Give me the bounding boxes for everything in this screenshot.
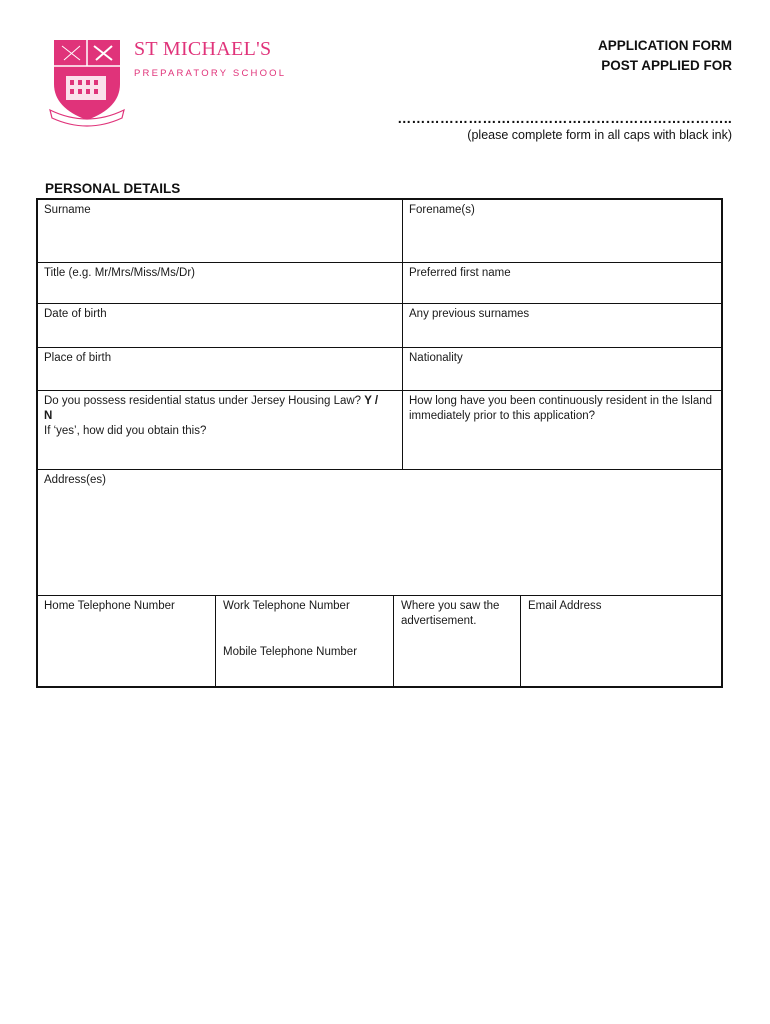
title-field[interactable] bbox=[38, 263, 402, 303]
resident-duration-field[interactable] bbox=[403, 391, 721, 469]
surname-label: Surname bbox=[44, 204, 91, 216]
residential-status-field[interactable] bbox=[38, 391, 402, 469]
school-name: ST MICHAEL'S bbox=[134, 38, 272, 60]
school-subtitle: PREPARATORY SCHOOL bbox=[134, 68, 287, 79]
previous-surnames-label: Any previous surnames bbox=[409, 308, 530, 320]
forenames-label: Forename(s) bbox=[409, 204, 475, 216]
form-header bbox=[598, 36, 732, 76]
email-label: Email Address bbox=[528, 600, 602, 612]
home-telephone-label: Home Telephone Number bbox=[44, 600, 175, 612]
nationality-label: Nationality bbox=[409, 352, 463, 364]
previous-surnames-field[interactable] bbox=[403, 304, 721, 347]
email-field[interactable] bbox=[521, 596, 721, 686]
advert-source-label: Where you saw the advertisement. bbox=[401, 600, 500, 627]
work-telephone-label: Work Telephone Number bbox=[223, 600, 350, 612]
school-crest-icon bbox=[48, 36, 128, 128]
addresses-label: Address(es) bbox=[44, 474, 106, 486]
advert-source-field[interactable] bbox=[394, 596, 520, 686]
residential-status-label bbox=[44, 394, 384, 439]
title-label: Title (e.g. Mr/Mrs/Miss/Ms/Dr) bbox=[44, 267, 195, 279]
resident-duration-label: How long have you been continuously resident in the Island immediately prior to this application? bbox=[409, 395, 713, 422]
school-logo bbox=[48, 36, 288, 131]
residential-followup: If ‘yes’, how did you obtain this? bbox=[44, 425, 207, 437]
form-title: APPLICATION FORM bbox=[598, 38, 732, 53]
section-title: PERSONAL DETAILS bbox=[45, 181, 181, 196]
mobile-telephone-label: Mobile Telephone Number bbox=[223, 646, 358, 658]
work-mobile-telephone-field[interactable] bbox=[216, 596, 393, 686]
place-of-birth-field[interactable] bbox=[38, 348, 402, 390]
surname-field[interactable] bbox=[38, 200, 402, 262]
post-applied-for-label: POST APPLIED FOR bbox=[601, 58, 732, 73]
place-of-birth-label: Place of birth bbox=[44, 352, 112, 364]
preferred-first-name-field[interactable] bbox=[403, 263, 721, 303]
form-instruction: (please complete form in all caps with black ink) bbox=[467, 128, 732, 142]
home-telephone-field[interactable] bbox=[38, 596, 215, 686]
forenames-field[interactable] bbox=[403, 200, 721, 262]
date-of-birth-field[interactable] bbox=[38, 304, 402, 347]
nationality-field[interactable] bbox=[403, 348, 721, 390]
preferred-first-name-label: Preferred first name bbox=[409, 267, 511, 279]
yes-no-option[interactable]: Y / N bbox=[44, 395, 379, 422]
residential-question: Do you possess residential status under Jersey Housing Law? bbox=[44, 395, 362, 407]
addresses-field[interactable] bbox=[38, 470, 721, 595]
date-of-birth-label: Date of birth bbox=[44, 308, 107, 320]
post-applied-for-line[interactable]: …………………………………………………………….. bbox=[397, 110, 732, 126]
personal-details-form bbox=[36, 198, 723, 688]
